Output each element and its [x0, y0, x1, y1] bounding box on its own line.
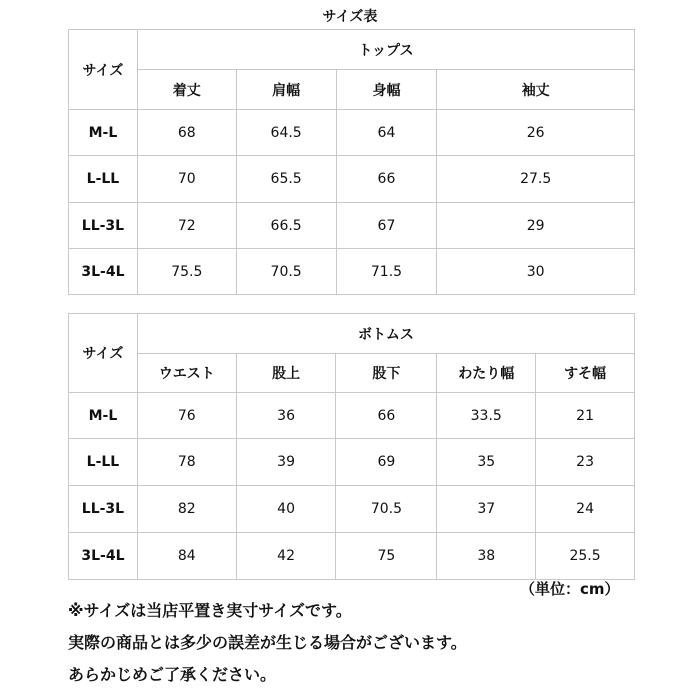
size-label: 3L-4L — [69, 249, 138, 295]
table-cell: 71.5 — [336, 249, 437, 295]
size-label: M-L — [69, 393, 138, 439]
size-note: ※サイズは当店平置き実寸サイズです。 — [68, 601, 352, 620]
column-header: 袖丈 — [437, 70, 635, 110]
table-cell: 69 — [336, 439, 437, 486]
column-header: ウエスト — [137, 354, 236, 393]
table-cell: 70 — [137, 156, 236, 203]
table-cell: 30 — [437, 249, 635, 295]
table-cell: 35 — [437, 439, 536, 486]
table-cell: 66.5 — [236, 203, 336, 249]
table-cell: 82 — [137, 486, 236, 533]
table-cell: 38 — [437, 533, 536, 580]
page-title: サイズ表 — [322, 9, 378, 25]
size-header: サイズ — [69, 314, 138, 393]
table-cell: 42 — [236, 533, 336, 580]
table-cell: 75.5 — [137, 249, 236, 295]
table-row — [69, 249, 635, 295]
size-label: LL-3L — [69, 203, 138, 249]
table-cell: 70.5 — [336, 486, 437, 533]
table-cell: 78 — [137, 439, 236, 486]
column-header: すそ幅 — [536, 354, 635, 393]
table-cell: 25.5 — [536, 533, 635, 580]
table-cell: 76 — [137, 393, 236, 439]
column-header: 肩幅 — [236, 70, 336, 110]
table-row — [69, 486, 635, 533]
size-label: M-L — [69, 110, 138, 156]
size-label: 3L-4L — [69, 533, 138, 580]
table-cell: 75 — [336, 533, 437, 580]
column-header: 股下 — [336, 354, 437, 393]
table-cell: 68 — [137, 110, 236, 156]
table-cell: 84 — [137, 533, 236, 580]
table-cell: 64 — [336, 110, 437, 156]
table-cell: 66 — [336, 156, 437, 203]
column-header: わたり幅 — [437, 354, 536, 393]
column-header: 身幅 — [336, 70, 437, 110]
bottoms-size-table — [68, 313, 635, 580]
bottoms-group-header: ボトムス — [137, 314, 634, 354]
column-header: 股上 — [236, 354, 336, 393]
tops-size-table — [68, 29, 635, 295]
table-cell: 66 — [336, 393, 437, 439]
tops-group-header: トップス — [137, 30, 634, 70]
table-cell: 27.5 — [437, 156, 635, 203]
table-cell: 64.5 — [236, 110, 336, 156]
table-cell: 70.5 — [236, 249, 336, 295]
table-row — [69, 203, 635, 249]
table-row — [69, 393, 635, 439]
size-label: L-LL — [69, 439, 138, 486]
table-cell: 33.5 — [437, 393, 536, 439]
size-label: LL-3L — [69, 486, 138, 533]
unit-label: （単位：cm） — [520, 580, 620, 598]
table-cell: 37 — [437, 486, 536, 533]
table-row — [69, 533, 635, 580]
size-header: サイズ — [69, 30, 138, 110]
size-note: 実際の商品とは多少の誤差が生じる場合がございます。 — [68, 633, 467, 652]
table-cell: 72 — [137, 203, 236, 249]
table-cell: 40 — [236, 486, 336, 533]
table-cell: 26 — [437, 110, 635, 156]
table-cell: 21 — [536, 393, 635, 439]
table-row — [69, 439, 635, 486]
table-row — [69, 110, 635, 156]
table-cell: 67 — [336, 203, 437, 249]
table-cell: 65.5 — [236, 156, 336, 203]
table-cell: 23 — [536, 439, 635, 486]
table-cell: 39 — [236, 439, 336, 486]
size-label: L-LL — [69, 156, 138, 203]
table-cell: 29 — [437, 203, 635, 249]
table-cell: 24 — [536, 486, 635, 533]
column-header: 着丈 — [137, 70, 236, 110]
table-row — [69, 156, 635, 203]
table-cell: 36 — [236, 393, 336, 439]
size-note: あらかじめご了承ください。 — [68, 665, 277, 684]
